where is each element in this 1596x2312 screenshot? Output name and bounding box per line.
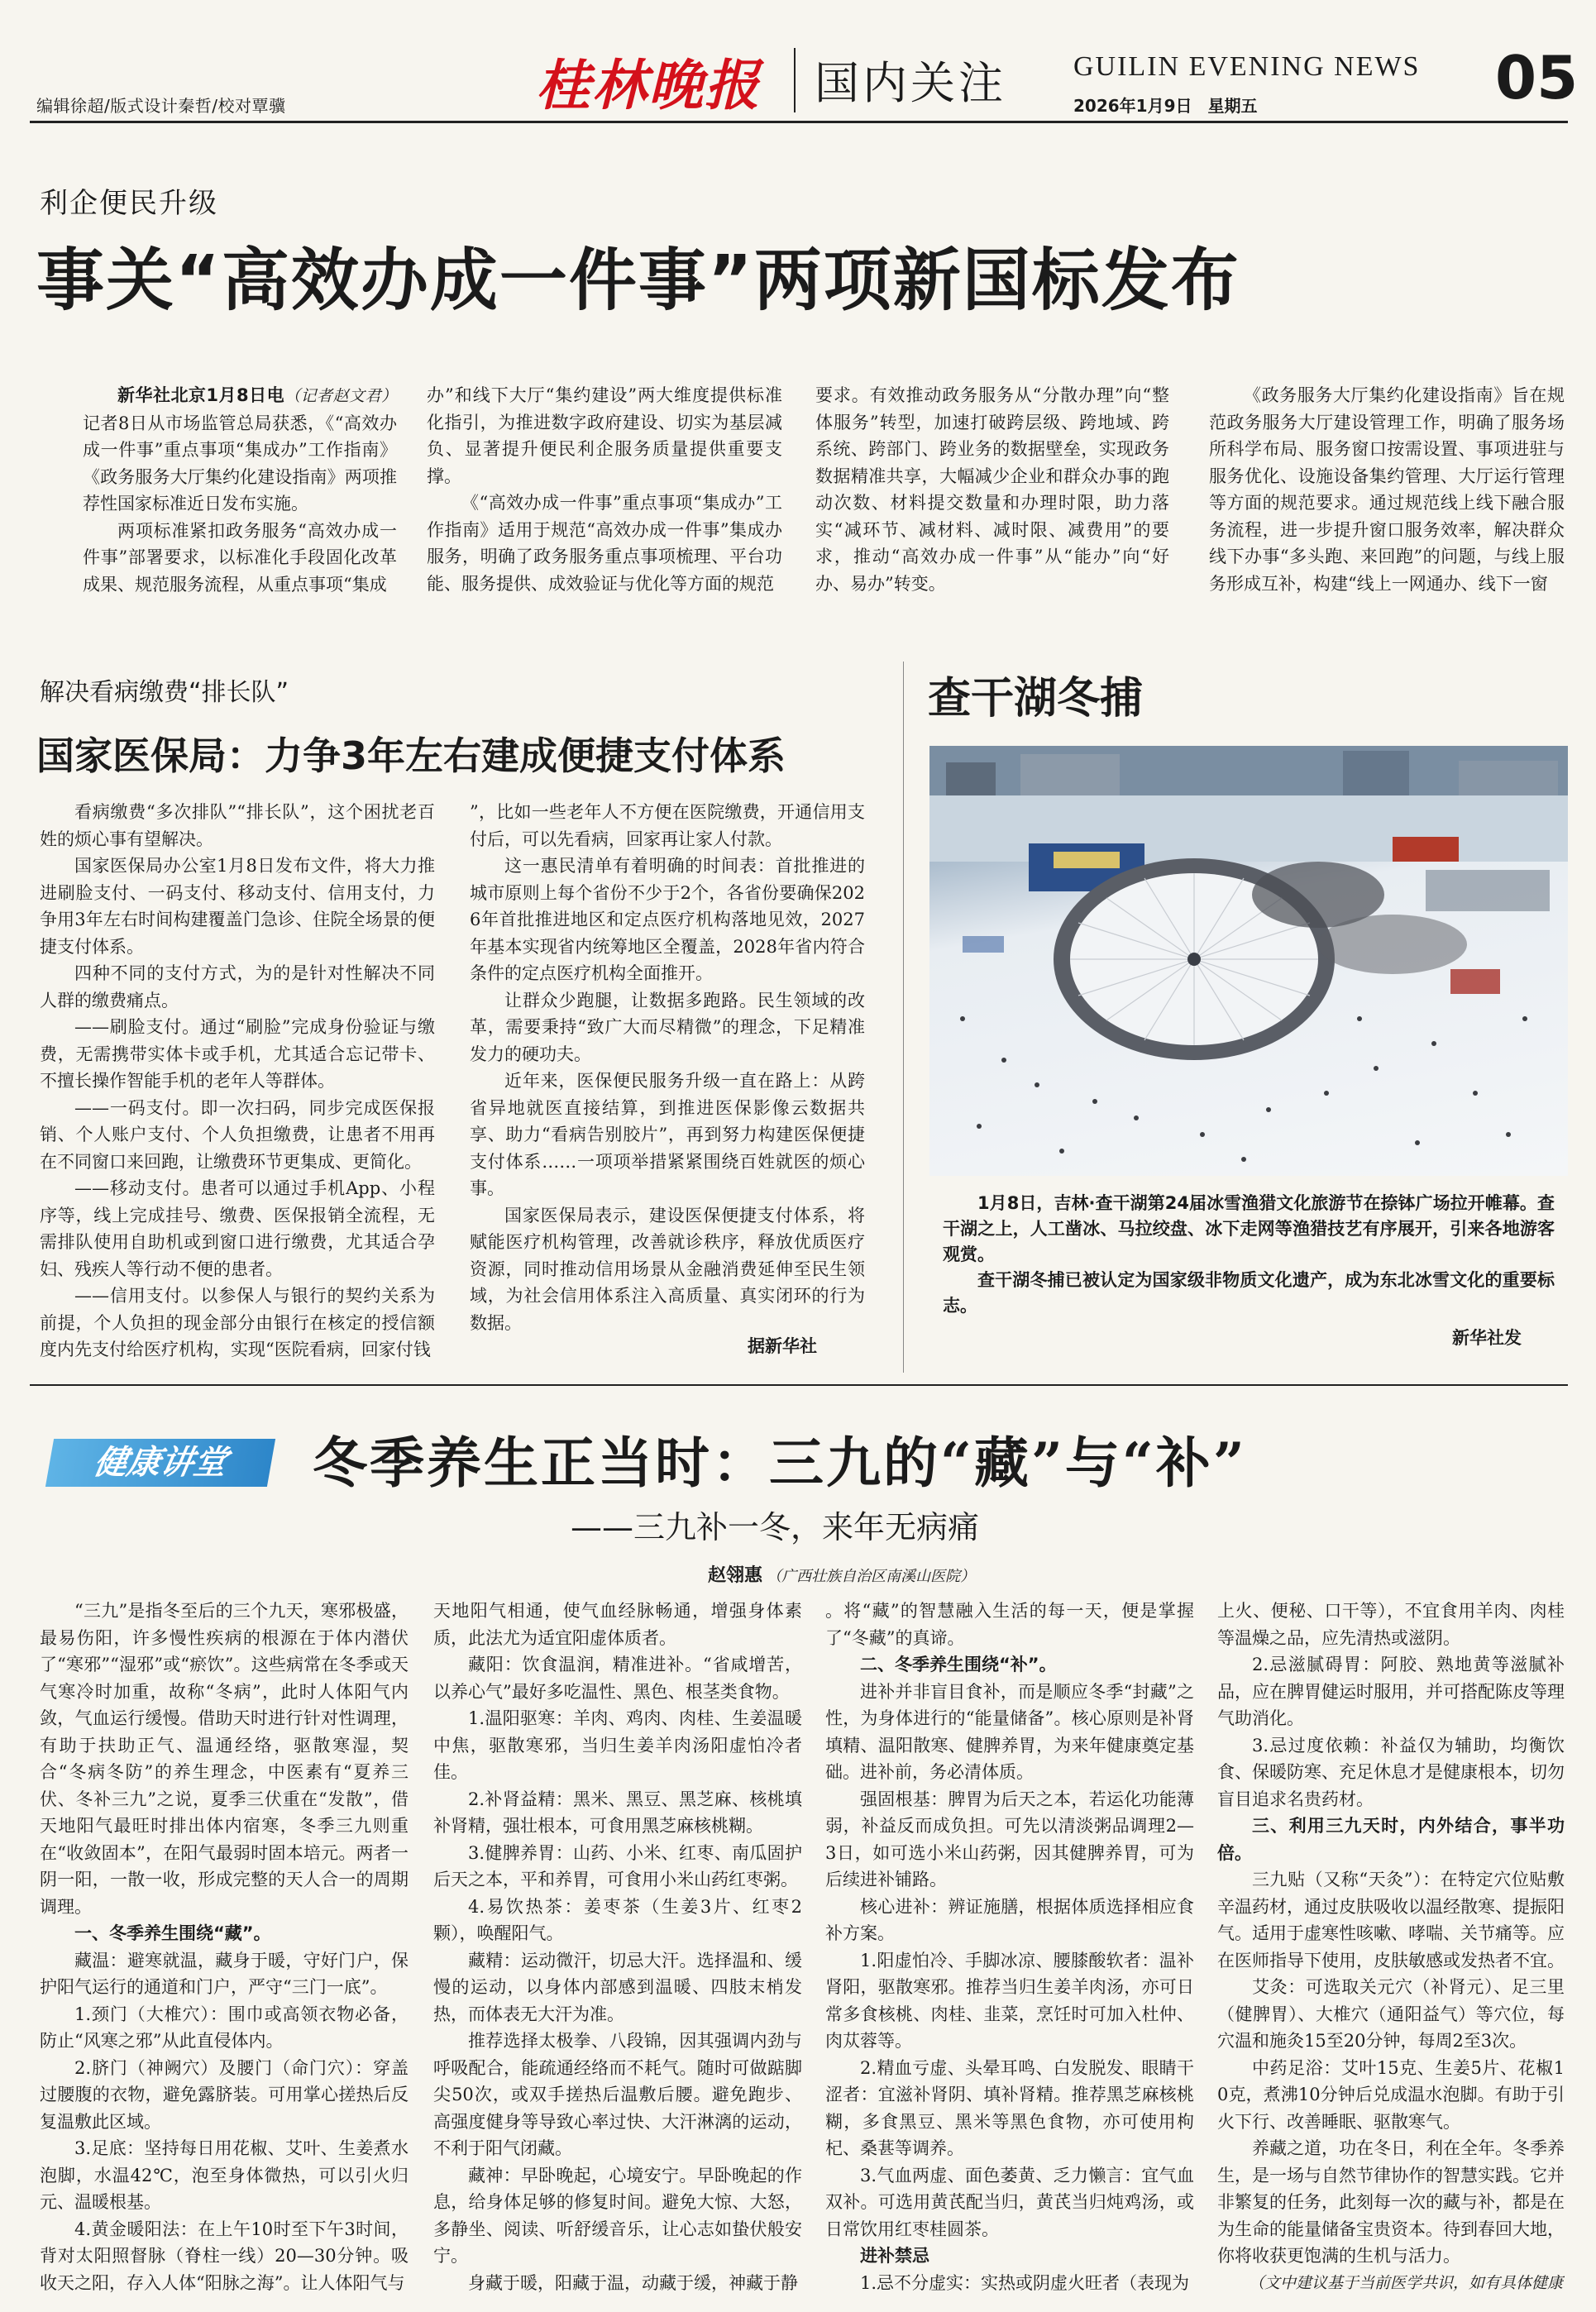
- body-paragraph: 藏神：早卧晚起，心境安宁。早卧晚起的作息，给身体足够的修复时间。避免大惊、大怒，多静坐、阅读、听舒缓音乐，让心志如蛰伏般安宁。: [433, 2165, 802, 2266]
- body-paragraph: 天地阳气相通，使气血经脉畅通，增强身体素质，此法尤为适宜阳虚体质者。: [433, 1601, 802, 1648]
- section-rule: [30, 1384, 1568, 1386]
- body-paragraph: ——移动支付。患者可以通过手机App、小程序等，线上完成挂号、缴费、医保报销全流程，无需排队使用自助机或到窗口进行缴费，尤其适合孕妇、残疾人等行动不便的患者。: [40, 1178, 435, 1279]
- article1-column-3: [815, 382, 1169, 618]
- article1-column-4: [1209, 382, 1565, 618]
- body-paragraph: 三九贴（又称“天灸”）：在特定穴位贴敷辛温药材，通过皮肤吸收以温经散寒、提振阳气。适用于虚寒性咳嗽、哮喘、关节痛等。应在医师指导下使用，皮肤敏感或发热者不宜。: [1217, 1870, 1565, 1970]
- article3-column-4: [1217, 1598, 1565, 2299]
- article1-column-2: [427, 382, 782, 618]
- body-paragraph: 进补并非盲目食补，而是顺应冬季“封藏”之性，为身体进行的“能量储备”。核心原则是补肾填精、温阳散寒、健脾养胃，为来年健康奠定基础。进补前，务必清体质。: [825, 1681, 1194, 1782]
- body-paragraph: 身藏于暖，阳藏于温，动藏于缓，神藏于静: [468, 2272, 798, 2293]
- article1-column-1: [83, 382, 397, 618]
- body-paragraph: 让群众少跑腿，让数据多跑路。民生领域的改革，需要秉持“致广大而尽精微”的理念，下足精准发力的硬功夫。: [470, 990, 865, 1064]
- masthead-rule: [30, 121, 1568, 123]
- body-paragraph: 藏温：避寒就温，藏身于暖，守好门户，保护阳气运行的通道和门户，严守“三门一底”。: [40, 1950, 409, 1997]
- body-paragraph: 艾灸：可选取关元穴（补肾元）、足三里（健脾胃）、大椎穴（通阳益气）等穴位，每穴温和施灸15至20分钟，每周2至3次。: [1217, 1977, 1565, 2051]
- body-paragraph: 一、冬季养生围绕“藏”。: [74, 1923, 271, 1943]
- article2-headline: 国家医保局：力争3年左右建成便捷支付体系: [36, 733, 786, 778]
- body-paragraph: 进补禁忌: [860, 2246, 929, 2266]
- photo-caption-2: 查干湖冬捕已被认定为国家级非物质文化遗产，成为东北冰雪文化的重要标志。: [943, 1270, 1555, 1316]
- chagan-lake-photo: [929, 746, 1568, 1176]
- article1-paragraph: 记者8日从市场监管总局获悉，《“高效办成一件事”重点事项“集成办”工作指南》《政务服务大厅集约化建设指南》两项推荐性国家标准近日发布实施。: [83, 413, 397, 514]
- body-paragraph: 上火、便秘、口干等），不宜食用羊肉、肉桂等温燥之品，应先清热或滋阴。: [1217, 1601, 1565, 1648]
- body-paragraph: 3.忌过度依赖：补益仅为辅助，均衡饮食、保暖防寒、充足休息才是健康根本，切勿盲目追求名贵药材。: [1217, 1735, 1565, 1809]
- article3-column-1: [40, 1598, 409, 2299]
- article3-column-3: [825, 1598, 1194, 2299]
- body-paragraph: 1.忌不分虚实：实热或阴虚火旺者（表现为: [860, 2272, 1190, 2293]
- newspaper-logo: 桂林晚报: [536, 53, 761, 117]
- article3-column-2: [433, 1598, 802, 2299]
- weekday-text: 星期五: [1207, 96, 1258, 116]
- body-paragraph: 核心进补：辨证施膳，根据体质选择相应食补方案。: [825, 1896, 1194, 1943]
- article3-headline: 冬季养生正当时：三九的“藏”与“补”: [313, 1431, 1247, 1495]
- photo-title: 查干湖冬捕: [928, 674, 1144, 724]
- body-paragraph: 《政务服务大厅集约化建设指南》旨在规范政务服务大厅建设管理工作，明确了服务场所科学布局、服务窗口按需设置、事项进驻与服务优化、设施设备集约管理、大厅运行管理等方面的规范要求。通过规范线上线下融合服务流程，进一步提升窗口服务效率，解决群众线下办事“多头跑、来回跑”的问题，与线上服务形成互补，构建“线上一网通办、线下一窗: [1209, 385, 1565, 594]
- body-paragraph: 2.精血亏虚、头晕耳鸣、白发脱发、眼睛干涩者：宜滋补肾阴、填补肾精。推荐黑芝麻核桃糊，多食黑豆、黑米等黑色食物，亦可使用枸杞、桑葚等调养。: [825, 2057, 1194, 2158]
- article3-author-line: [708, 1561, 975, 1587]
- photo-caption: [943, 1191, 1555, 1319]
- page-credits: 编辑徐超/版式设计秦哲/校对覃骥: [36, 96, 286, 116]
- body-paragraph: 藏精：运动微汗，切忌大汗。选择温和、缓慢的运动，以身体内部感到温暖、四肢末梢发热，而体表无大汗为准。: [433, 1950, 802, 2024]
- body-paragraph: 2.补肾益精：黑米、黑豆、黑芝麻、核桃填补肾精，强壮根本，可食用黑芝麻核桃糊。: [433, 1789, 802, 1836]
- article1-kicker: 利企便民升级: [40, 187, 218, 220]
- body-paragraph: 藏阳：饮食温润，精准进补。“省咸增苦，以养心气”最好多吃温性、黑色、根茎类食物。: [433, 1655, 802, 1702]
- body-paragraph: 三、利用三九天时，内外结合，事半功倍。: [1217, 1816, 1565, 1863]
- body-paragraph: 。将“藏”的智慧融入生活的每一天，便是掌握了“冬藏”的真谛。: [825, 1601, 1194, 1648]
- body-paragraph: 看病缴费“多次排队”“排长队”，这个困扰老百姓的烦心事有望解决。: [40, 802, 435, 849]
- body-paragraph: 养藏之道，功在冬日，利在全年。冬季养生，是一场与自然节律协作的智慧实践。它并非繁复的任务，此刻每一次的藏与补，都是在为生命的能量储备宝贵资本。待到春回大地，你将收获更饱满的生机与活力。: [1217, 2138, 1565, 2266]
- photo-credit: 新华社发: [1452, 1328, 1522, 1348]
- english-name: GUILIN EVENING NEWS: [1073, 51, 1421, 82]
- body-paragraph: 这一惠民清单有着明确的时间表：首批推进的城市原则上每个省份不少于2个，各省份要确保2026年首批推进地区和定点医疗机构落地见效，2027年基本实现省内统筹地区全覆盖，2028年省内符合条件的定点医疗机构全面推开。: [470, 856, 865, 983]
- article2-column-2: [470, 799, 865, 1336]
- body-paragraph: 中药足浴：艾叶15克、生姜5片、花椒10克，煮沸10分钟后兑成温水泡脚。有助于引火下行、改善睡眠、驱散寒气。: [1217, 2057, 1565, 2132]
- body-paragraph: 推荐选择太极拳、八段锦，因其强调内劲与呼吸配合，能疏通经络而不耗气。随时可做踮脚尖50次，或双手搓热后温敷后腰。避免跑步、高强度健身等导致心率过快、大汗淋漓的运动，不利于阳气闭藏。: [433, 2031, 802, 2158]
- body-paragraph: 1.温阳驱寒：羊肉、鸡肉、肉桂、生姜温暖中焦，驱散寒邪，当归生姜羊肉汤阳虚怕冷者佳。: [433, 1708, 802, 1782]
- page-number: 05: [1495, 43, 1579, 112]
- photo-caption-1: 1月8日，吉林·查干湖第24届冰雪渔猎文化旅游节在捺钵广场拉开帷幕。查干湖之上，人工凿冰、马拉绞盘、冰下走网等渔猎技艺有序展开，引来各地游客观赏。: [943, 1193, 1555, 1264]
- article1-headline: 事关“高效办成一件事”两项新国标发布: [36, 241, 1240, 320]
- article1-dateline: 新华社北京1月8日电: [117, 385, 285, 405]
- health-column-tag: 健康讲堂: [45, 1439, 275, 1487]
- article3-subheadline: ——三九补一冬，来年无病痛: [571, 1509, 980, 1545]
- logo-divider: [794, 48, 796, 112]
- body-paragraph: 《“高效办成一件事”重点事项“集成办”工作指南》适用于规范“高效办成一件事”集成办服务，明确了政务服务重点事项梳理、平台功能、服务提供、成效验证与优化等方面的规范: [427, 493, 782, 594]
- body-paragraph: ——刷脸支付。通过“刷脸”完成身份验证与缴费，无需携带实体卡或手机，尤其适合忘记带卡、不擅长操作智能手机的老年人等群体。: [40, 1017, 435, 1091]
- body-paragraph: 要求。有效推动政务服务从“分散办理”向“整体服务”转型，加速打破跨层级、跨地域、跨系统、跨部门、跨业务的数据壁垒，实现政务数据精准共享，大幅减少企业和群众办事的跑动次数、材料提交数量和办理时限，助力落实“减环节、减材料、减时限、减费用”的要求，推动“高效办成一件事”从“能办”向“好办、易办”转变。: [815, 385, 1169, 594]
- article2-kicker: 解决看病缴费“排长队”: [40, 678, 289, 707]
- article2-column-1: [40, 799, 435, 1363]
- section-title: 国内关注: [815, 57, 1006, 109]
- article3-affiliation: （广西壮族自治区南溪山医院）: [767, 1568, 976, 1585]
- article2-source: 据新华社: [748, 1336, 817, 1356]
- body-paragraph: （文中建议基于当前医学共识，如有具体健康: [1249, 2273, 1564, 2292]
- body-paragraph: 2.忌滋腻碍胃：阿胶、熟地黄等滋腻补品，应在脾胃健运时服用，并可搭配陈皮等理气助消化。: [1217, 1655, 1565, 1728]
- article1-byline: （记者赵文君）: [284, 387, 397, 405]
- body-paragraph: 国家医保局办公室1月8日发布文件，将大力推进刷脸支付、一码支付、移动支付、信用支付，力争用3年左右时间构建覆盖门急诊、住院全场景的便捷支付体系。: [40, 856, 435, 957]
- article3-author: 赵翎惠: [708, 1565, 763, 1586]
- body-paragraph: 近年来，医保便民服务升级一直在路上：从跨省异地就医直接结算，到推进医保影像云数据共享、助力“看病告别胶片”，再到努力构建医保便捷支付体系……一项项举措紧紧围绕百姓就医的烦心事。: [470, 1071, 865, 1198]
- body-paragraph: 四种不同的支付方式，为的是针对性解决不同人群的缴费痛点。: [40, 963, 435, 1010]
- column-divider: [903, 662, 904, 1373]
- body-paragraph: 4.黄金暖阳法：在上午10时至下午3时间，背对太阳照督脉（脊柱一线）20—30分钟。吸收天之阳，存入人体“阳脉之海”。让人体阳气与: [40, 2219, 409, 2293]
- body-paragraph: ——信用支付。以参保人与银行的契约关系为前提，个人负担的现金部分由银行在核定的授信额度内先支付给医疗机构，实现“医院看病，回家付钱: [40, 1286, 435, 1359]
- issue-date: [1073, 93, 1257, 117]
- body-paragraph: 4.易饮热茶：姜枣茶（生姜3片、红枣2颗），唤醒阳气。: [433, 1896, 802, 1943]
- photo-illustration: [929, 746, 1568, 1176]
- body-paragraph: ——一码支付。即一次扫码，同步完成医保报销、个人账户支付、个人负担缴费，让患者不用再在不同窗口来回跑，让缴费环节更集成、更简化。: [40, 1097, 435, 1172]
- body-paragraph: 强固根基：脾胃为后天之本，若运化功能薄弱，补益反而成负担。可先以清淡粥品调理2—3日，如可选小米山药粥，因其健脾养胃，可为后续进补铺路。: [825, 1789, 1194, 1889]
- body-paragraph: ”，比如一些老年人不方便在医院缴费，开通信用支付后，可以先看病，回家再让家人付款。: [470, 802, 865, 849]
- date-text: 2026年1月9日: [1073, 96, 1192, 116]
- body-paragraph: 办”和线下大厅“集约建设”两大维度提供标准化指引，为推进数字政府建设、切实为基层减负、显著提升便民利企服务质量提供重要支撑。: [427, 385, 782, 486]
- body-paragraph: 3.健脾养胃：山药、小米、红枣、南瓜固护后天之本，平和养胃，可食用小米山药红枣粥。: [433, 1842, 802, 1889]
- body-paragraph: 3.气血两虚、面色萎黄、乏力懒言：宜气血双补。可选用黄芪配当归，黄芪当归炖鸡汤，或日常饮用红枣桂圆茶。: [825, 2165, 1194, 2239]
- body-paragraph: 1.颈门（大椎穴）：围巾或高领衣物必备，防止“风寒之邪”从此直侵体内。: [40, 2004, 409, 2051]
- body-paragraph: 二、冬季养生围绕“补”。: [860, 1655, 1057, 1674]
- body-paragraph: 2.脐门（神阙穴）及腰门（命门穴）：穿盖过腰腹的衣物，避免露脐装。可用掌心搓热后反复温敷此区域。: [40, 2057, 409, 2132]
- body-paragraph: 3.足底：坚持每日用花椒、艾叶、生姜煮水泡脚，水温42℃，泡至身体微热，可以引火归元、温暖根基。: [40, 2138, 409, 2212]
- body-paragraph: 1.阳虚怕冷、手脚冰凉、腰膝酸软者：温补肾阳，驱散寒邪。推荐当归生姜羊肉汤，亦可日常多食核桃、肉桂、韭菜，烹饪时可加入杜仲、肉苁蓉等。: [825, 1950, 1194, 2051]
- body-paragraph: “三九”是指冬至后的三个九天，寒邪极盛，最易伤阳，许多慢性疾病的根源在于体内潜伏了“寒邪”“湿邪”或“瘀饮”。这些病常在冬季或天气寒冷时加重，故称“冬病”，此时人体阳气内敛，气血运行缓慢。借助天时进行针对性调理，有助于扶助正气、温通经络，驱散寒湿，契合“冬病冬防”的养生理念，中医素有“夏养三伏、冬补三九”之说，夏季三伏重在“发散”，借天地阳气最旺时排出体内宿寒，冬季三九则重在“收敛固本”，在阳气最弱时固本培元。两者一阴一阳，一散一收，形成完整的天人合一的周期调理。: [40, 1601, 409, 1917]
- body-paragraph: 国家医保局表示，建设医保便捷支付体系，将赋能医疗机构管理，改善就诊秩序，释放优质医疗资源，同时推动信用场景从金融消费延伸至民生领域，为社会信用体系注入高质量、真实闭环的行为数据。: [470, 1205, 865, 1333]
- article1-paragraph: 两项标准紧扣政务服务“高效办成一件事”部署要求，以标准化手段固化改革成果、规范服务流程，从重点事项“集成: [83, 520, 397, 595]
- article1-lead: [83, 382, 397, 518]
